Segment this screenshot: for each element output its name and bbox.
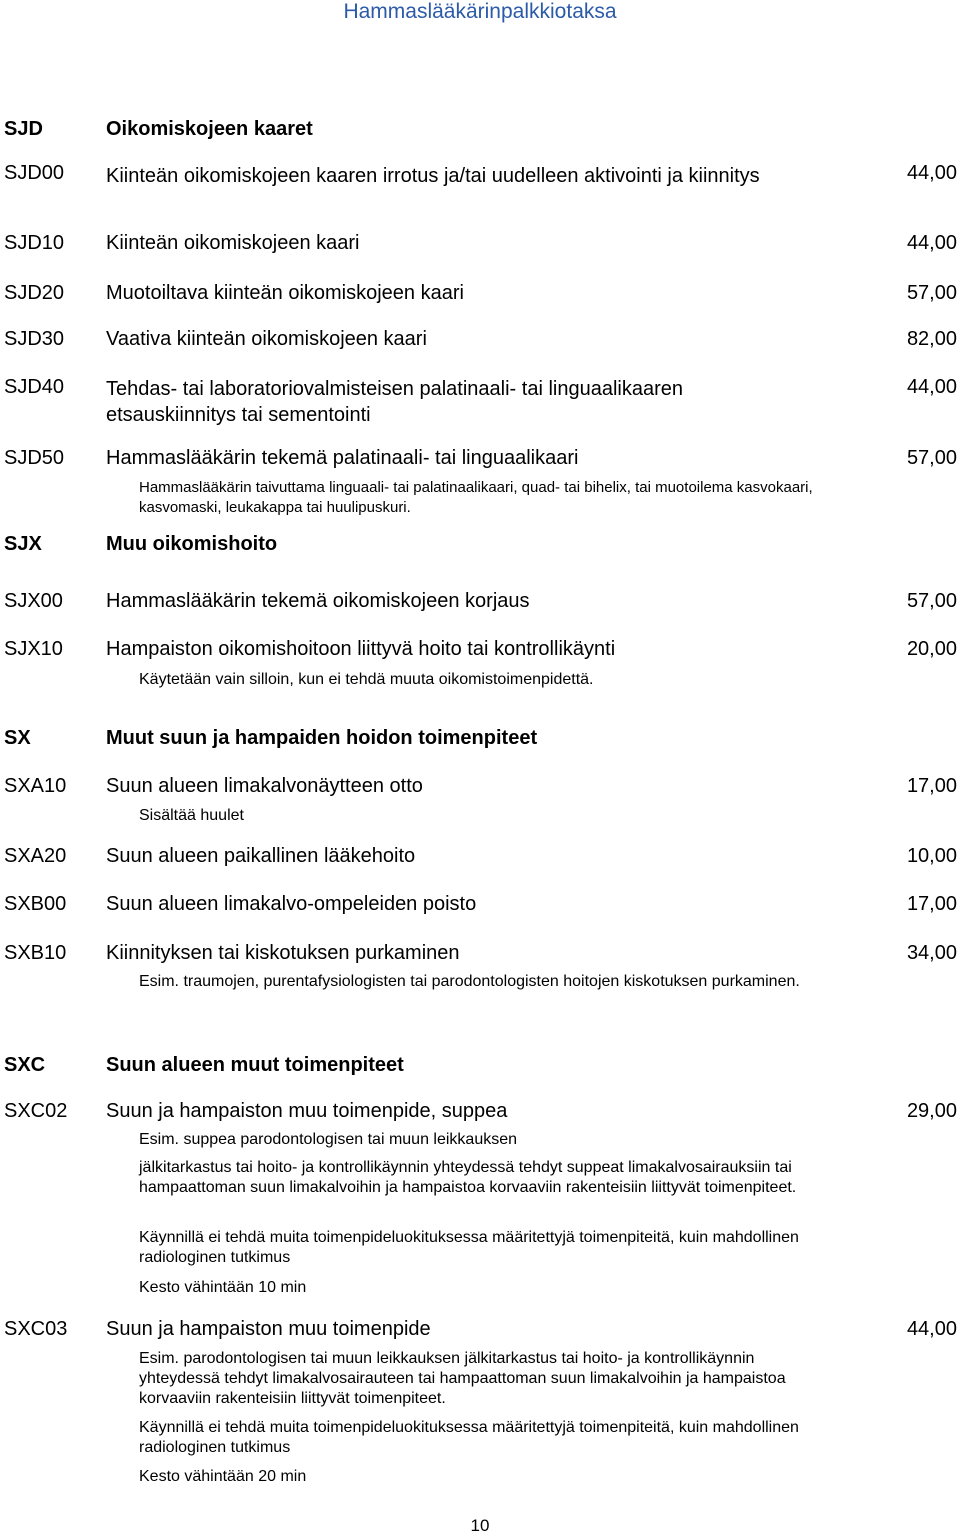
fee-title: Suun alueen paikallinen lääkehoito (106, 845, 416, 867)
fee-price: 17,00 (906, 775, 957, 797)
fee-code: SJD10 (4, 232, 65, 254)
fee-code: SXB10 (4, 942, 67, 964)
fee-note: Esim. parodontologisen tai muun leikkauksen jälkitarkastus tai hoito- ja kontrollikäynnin yhteydessä tehdyt limakalvosairauteen tai hampaattoman suun limakalvoihin ja hampaistoa korvaaviin rakenteisiin liittyvät toimenpiteet. (139, 1350, 786, 1407)
section-title: Suun alueen muut toimenpiteet (106, 1054, 404, 1076)
fee-code: SJD50 (4, 447, 65, 469)
fee-title: Vaativa kiinteän oikomiskojeen kaari (106, 328, 427, 350)
fee-note: Käynnillä ei tehdä muita toimenpideluokituksessa määritettyjä toimenpiteitä, kuin mahdollinen radiologinen tutkimus (139, 1419, 799, 1456)
section-title: Muu oikomishoito (106, 533, 278, 555)
fee-title: Kiinnityksen tai kiskotuksen purkaminen (106, 942, 460, 964)
section-title: Muut suun ja hampaiden hoidon toimenpiteet (106, 727, 538, 749)
fee-title: Suun alueen limakalvo-ompeleiden poisto (106, 893, 477, 915)
fee-title: Suun ja hampaiston muu toimenpide (106, 1318, 431, 1340)
fee-price: 10,00 (906, 845, 957, 867)
fee-price: 44,00 (906, 1318, 957, 1340)
fee-title: Hammaslääkärin tekemä oikomiskojeen korjaus (106, 590, 530, 612)
fee-price: 34,00 (906, 942, 957, 964)
fee-price: 29,00 (906, 1100, 957, 1122)
section-title: Oikomiskojeen kaaret (106, 118, 313, 140)
fee-price: 57,00 (906, 447, 957, 469)
fee-code: SXB00 (4, 893, 67, 915)
fee-note: Käynnillä ei tehdä muita toimenpideluokituksessa määritettyjä toimenpiteitä, kuin mahdollinen radiologinen tutkimus (139, 1229, 799, 1266)
fee-price: 44,00 (906, 376, 957, 398)
section-code: SX (4, 727, 31, 749)
fee-code: SJD00 (4, 162, 65, 184)
fee-code: SXC03 (4, 1318, 68, 1340)
fee-title: Hampaiston oikomishoitoon liittyvä hoito tai kontrollikäynti (106, 638, 616, 660)
fee-title: Kiinteän oikomiskojeen kaari (106, 232, 360, 254)
fee-title: Hammaslääkärin tekemä palatinaali- tai linguaalikaari (106, 447, 579, 469)
fee-code: SJX00 (4, 590, 63, 612)
fee-price: 20,00 (906, 638, 957, 660)
fee-note: Esim. traumojen, purentafysiologisten tai parodontologisten hoitojen kiskotuksen purkaminen. (139, 973, 800, 990)
fee-price: 17,00 (906, 893, 957, 915)
fee-title: Muotoiltava kiinteän oikomiskojeen kaari (106, 282, 464, 304)
section-code: SJD (4, 118, 43, 140)
fee-price: 82,00 (906, 328, 957, 350)
fee-note: Hammaslääkärin taivuttama linguaali- tai palatinaalikaari, quad- tai bihelix, tai muotoilema kasvokaari, kasvomaski, leukakappa tai huulipuskuri. (139, 479, 813, 516)
fee-title: Suun ja hampaiston muu toimenpide, suppea (106, 1100, 508, 1122)
page-number: 10 (470, 1516, 490, 1535)
fee-note: Sisältää huulet (139, 807, 244, 824)
page-header: Hammaslääkärinpalkkiotaksa (343, 0, 617, 23)
section-code: SXC (4, 1054, 46, 1076)
fee-price: 57,00 (906, 282, 957, 304)
fee-code: SXA10 (4, 775, 67, 797)
fee-note: Käytetään vain silloin, kun ei tehdä muuta oikomistoimenpidettä. (139, 671, 594, 688)
fee-note: Kesto vähintään 10 min (139, 1279, 307, 1296)
fee-code: SJD40 (4, 376, 65, 398)
fee-code: SJD20 (4, 282, 65, 304)
fee-note: Esim. suppea parodontologisen tai muun leikkauksen (139, 1131, 518, 1148)
fee-price: 44,00 (906, 232, 957, 254)
fee-price: 57,00 (906, 590, 957, 612)
fee-code: SXC02 (4, 1100, 68, 1122)
fee-note: jälkitarkastus tai hoito- ja kontrollikäynnin yhteydessä tehdyt suppeat limakalvosairauksiin tai hampaattoman suun limakalvoihin ja hampaistoa korvaaviin rakenteisiin liittyvät toimenpiteet. (139, 1159, 797, 1196)
fee-code: SJX10 (4, 638, 63, 660)
fee-price: 44,00 (906, 162, 957, 184)
fee-note: Kesto vähintään 20 min (139, 1468, 307, 1485)
section-code: SJX (4, 533, 42, 555)
fee-code: SJD30 (4, 328, 65, 350)
fee-code: SXA20 (4, 845, 67, 867)
fee-title: Kiinteän oikomiskojeen kaaren irrotus ja/tai uudelleen aktivointi ja kiinnitys (106, 165, 760, 187)
fee-title: Suun alueen limakalvonäytteen otto (106, 775, 423, 797)
fee-title: Tehdas- tai laboratoriovalmisteisen palatinaali- tai linguaalikaaren etsauskiinnitys tai sementointi (106, 378, 683, 426)
